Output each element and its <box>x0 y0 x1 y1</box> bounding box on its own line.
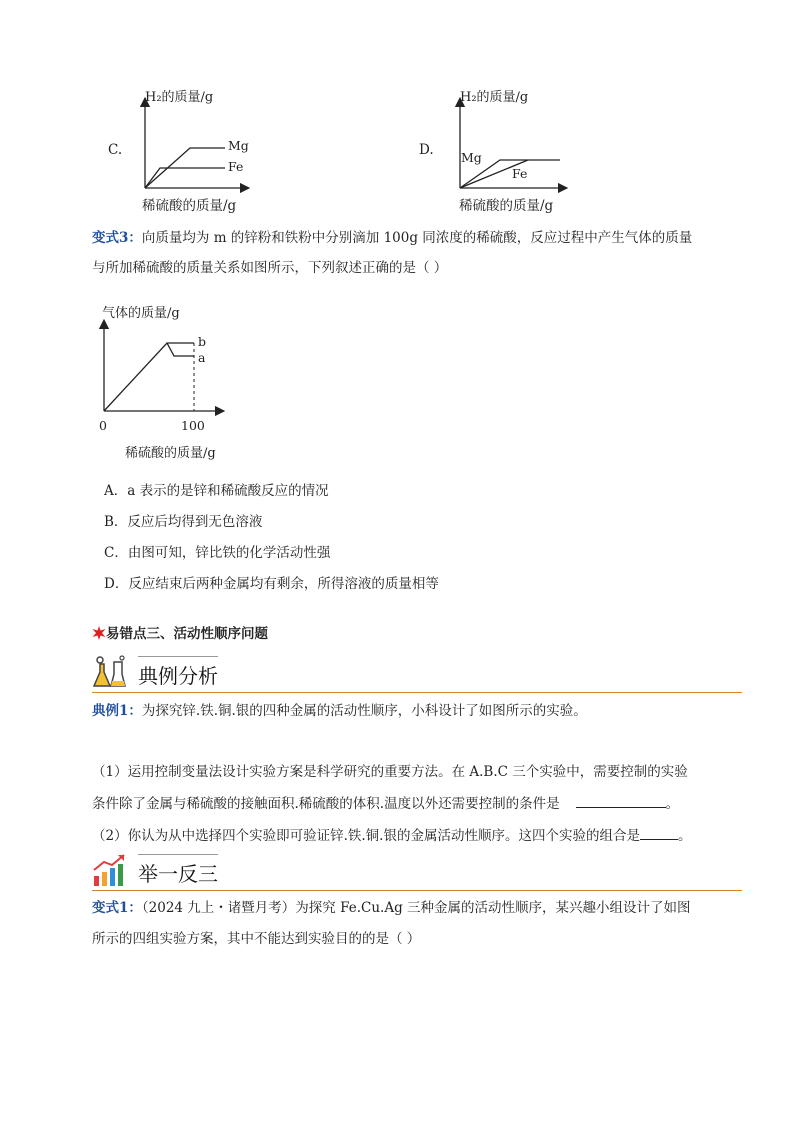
example-header <box>92 652 742 694</box>
example1-q2 <box>92 825 691 846</box>
variant1-line2: 所示的四组实验方案，其中不能达到实验目的的是（ ） <box>92 931 421 947</box>
example1-q1-end: 。 <box>665 796 680 812</box>
graph-d-ylabel: H₂的质量/g <box>460 90 529 105</box>
variant3-line1 <box>92 228 692 248</box>
graph-c <box>100 80 360 220</box>
graph-d-option: D. <box>419 142 434 158</box>
example-header-rule <box>92 692 742 693</box>
variant1-tag: 变式1： <box>92 900 142 916</box>
variant3-line-a <box>167 343 194 356</box>
example1-q1-blank[interactable] <box>576 793 666 808</box>
variant3-graph-xtick: 100 <box>181 418 205 433</box>
flask-icon <box>92 654 128 690</box>
variant3-graph <box>90 298 250 460</box>
variant3-graph-svg <box>90 298 250 460</box>
example1-q2-end: 。 <box>677 828 692 844</box>
graph-d <box>415 80 675 220</box>
graph-c-option: C. <box>108 142 123 158</box>
example-header-title: 典例分析 <box>138 664 218 688</box>
chart-up-icon <box>92 852 128 888</box>
variant3-option-b: B．反应后均得到无色溶液 <box>104 514 263 530</box>
variant3-graph-b: b <box>198 334 207 349</box>
variant1-line1 <box>92 898 691 918</box>
graph-d-xlabel: 稀硫酸的质量/g <box>459 198 554 214</box>
example-header-overline <box>138 656 218 657</box>
example1-q2-text: （2）你认为从中选择四个实验即可验证锌.铁.铜.银的金属活动性顺序。这四个实验的组合是 <box>92 828 640 844</box>
variant3-graph-origin: 0 <box>99 418 107 433</box>
graph-c-ylabel: H₂的质量/g <box>145 90 214 105</box>
example1-q2-blank[interactable] <box>640 825 678 840</box>
practice-header <box>92 850 742 892</box>
variant3-option-d: D．反应结束后两种金属均有剩余，所得溶液的质量相等 <box>104 576 439 592</box>
graph-c-xlabel: 稀硫酸的质量/g <box>142 198 237 214</box>
example1-q1-text: 条件除了金属与稀硫酸的接触面积.稀硫酸的体积.温度以外还需要控制的条件是 <box>92 796 560 812</box>
variant3-option-c: C．由图可知，锌比铁的化学活动性强 <box>104 545 331 561</box>
variant3-graph-a: a <box>198 350 206 365</box>
variant3-graph-ylabel: 气体的质量/g <box>102 306 180 321</box>
section3-heading <box>92 622 268 642</box>
example1-q1-line1: （1）运用控制变量法设计实验方案是科学研究的重要方法。在 A.B.C 三个实验中，需要控制的实验 <box>92 764 688 780</box>
practice-header-rule <box>92 890 742 891</box>
practice-header-overline <box>138 854 218 855</box>
variant3-line-b <box>104 343 194 411</box>
variant1-text1: （2024 九上・诸暨月考）为探究 Fe.Cu.Ag 三种金属的活动性顺序，某兴趣小组设计了如图 <box>141 900 691 916</box>
graph-c-series-fe: Fe <box>228 159 244 174</box>
example1-tag: 典例1： <box>92 703 142 719</box>
example1-intro <box>92 701 587 721</box>
variant3-option-a: A．a 表示的是锌和稀硫酸反应的情况 <box>104 483 329 499</box>
graph-d-series-mg: Mg <box>461 150 482 165</box>
practice-header-title: 举一反三 <box>138 862 218 886</box>
example1-text: 为探究锌.铁.铜.银的四种金属的活动性顺序，小科设计了如图所示的实验。 <box>141 703 587 719</box>
variant3-tag: 变式3： <box>92 230 142 246</box>
variant3-graph-xlabel: 稀硫酸的质量/g <box>125 446 216 461</box>
example1-q1-line2 <box>92 793 679 814</box>
star-icon <box>92 626 106 640</box>
section3-title: 易错点三、活动性顺序问题 <box>106 626 268 642</box>
graph-c-series-mg: Mg <box>228 138 249 153</box>
graph-d-series-fe: Fe <box>512 166 528 181</box>
variant3-line2: 与所加稀硫酸的质量关系如图所示，下列叙述正确的是（ ） <box>92 260 448 276</box>
variant3-text1: 向质量均为 m 的锌粉和铁粉中分别滴加 100g 同浓度的稀硫酸，反应过程中产生气体的质量 <box>141 230 693 246</box>
